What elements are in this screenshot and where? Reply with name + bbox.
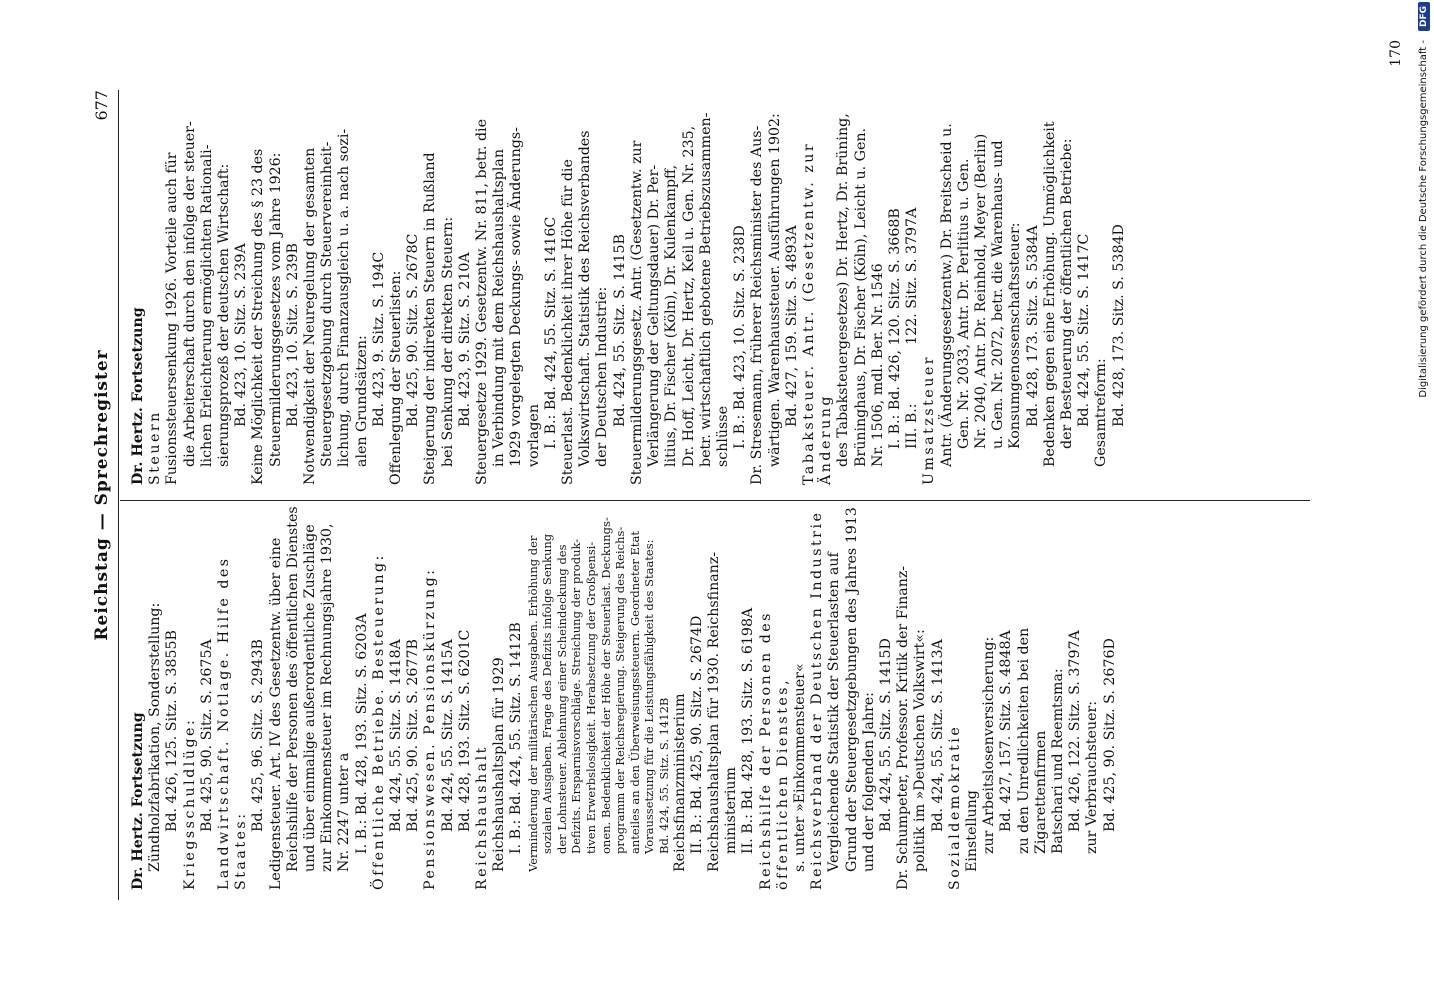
- index-line: des Tabaksteuergesetzes) Dr. Hertz, Dr. Brüning,: [835, 113, 852, 467]
- index-line: bei Senkung der direkten Steuern:: [439, 216, 456, 467]
- index-line: programm der Reichsregierung. Steigerung des Reichs-: [613, 526, 628, 854]
- index-line: lichung, durch Finanzausgleich u. a. nach sozi-: [336, 128, 353, 467]
- index-line: ministerium: [723, 767, 740, 854]
- index-line: Grund der Steuergesetzgebungen des Jahres 1913: [843, 507, 860, 872]
- index-line: II. B.: Bd. 428, 193. Sitz. S. 6198A: [740, 607, 757, 854]
- index-line: Bd. 425, 90. Sitz. S. 2676D: [1101, 638, 1118, 832]
- index-line: zur Verbrauchsteuer:: [1084, 700, 1101, 854]
- index-line: der Lohnsteuer. Ablehnung einer Scheindeckung des: [554, 544, 569, 854]
- index-line: Öffentliche Betriebe. Besteuerung:: [370, 553, 387, 890]
- index-line: Bd. 424, 55. Sitz. S. 1412B: [657, 697, 672, 854]
- index-line: Reichshilfe der Personen des öffentlichen Dienstes: [284, 506, 301, 872]
- index-line: III. B.: 122. Sitz. S. 3797A: [904, 207, 921, 449]
- index-line: die Arbeiterschaft durch den infolge der steuer-: [181, 121, 198, 467]
- left-column: [130, 505, 1119, 890]
- index-line: Reichshaushaltsplan für 1929: [491, 657, 508, 872]
- index-line: I. B.: Bd. 424, 55. Sitz. S. 1412B: [508, 622, 525, 854]
- index-line: zur Einkommensteuer im Rechnungsjahre 1930,: [319, 523, 336, 872]
- index-line: Steuermilderungsgesetz. Antr. (Gesetzentw. zur: [628, 140, 645, 485]
- page-number: 677: [92, 90, 111, 121]
- index-line: Bd. 424, 55. Sitz. S. 1415A: [439, 639, 456, 832]
- index-line: Antr. (Änderungsgesetzentw.) Dr. Breitscheid u.: [938, 123, 955, 467]
- index-line: Steuern: [147, 410, 164, 485]
- index-line: Steigerung der indirekten Steuern in Rußland: [422, 152, 439, 485]
- index-line: Bd. 427, 157. Sitz. S. 4848A: [998, 630, 1015, 832]
- index-line: alen Grundsätzen:: [353, 335, 370, 467]
- index-line: s. unter »Einkommensteuer«: [792, 663, 809, 872]
- index-line: Steuergesetzgebung durch Steuervereinheit-: [319, 141, 336, 467]
- index-line: betr. wirtschaftlich gebotene Betriebszusammen-: [697, 112, 714, 467]
- index-line: Offenlegung der Steuerlisten:: [388, 270, 405, 485]
- index-line: Reichshilfe der Personen des öffentlichen Dienstes,: [757, 604, 791, 890]
- index-line: politik im »Deutschen Volkswirt«:: [912, 629, 929, 872]
- index-line: zu den Unredlichkeiten bei den Zigarettenfirmen: [1015, 623, 1049, 854]
- index-line: I. B.: Bd. 428, 193. Sitz. S. 6203A: [353, 613, 370, 854]
- index-line: Umsatzsteuer: [921, 354, 938, 485]
- index-line: Bd. 426, 122. Sitz. S. 3797A: [1067, 630, 1084, 832]
- index-line: zur Arbeitslosenversicherung:: [981, 636, 998, 854]
- index-line: Defizits. Ersparnisvorschläge. Streichung der produk-: [569, 538, 584, 854]
- index-line: wärtigen. Warenhaussteuer. Ausführungen 1902:: [766, 113, 783, 467]
- index-line: Bd. 424, 55. Sitz. S. 1415D: [878, 638, 895, 832]
- index-line: und der folgenden Jahre:: [860, 692, 877, 872]
- index-line: Dr. Hoff, Leicht, Dr. Hertz, Keil u. Gen. Nr. 235,: [680, 125, 697, 467]
- index-line: Verminderung der militärischen Ausgaben. Erhöhung der: [525, 535, 540, 872]
- index-line: Dr. Stresemann, früherer Reichsminister des Aus-: [749, 125, 766, 485]
- index-line: Bd. 424, 55. Sitz. S. 1418A: [388, 639, 405, 832]
- index-line: der Besteuerung der öffentlichen Betriebe:: [1058, 138, 1075, 449]
- index-line: Dr. Hertz. Fortsetzung: [130, 712, 146, 890]
- index-line: Steuermilderungsgesetzes vom Jahre 1926:: [267, 152, 284, 467]
- index-line: Steuerlast. Bedenklichkeit ihrer Höhe für die: [560, 159, 577, 485]
- index-line: Volkswirtschaft. Statistik des Reichsverbandes: [577, 130, 594, 467]
- digitization-footer: [1418, 0, 1434, 1000]
- index-line: Ledigensteuer. Art. IV des Gesetzentw. über eine: [267, 537, 284, 890]
- index-line: Reichsfinanzministerium: [671, 693, 688, 872]
- index-line: 1929 vorgelegten Deckungs- sowie Änderungs-: [508, 127, 525, 467]
- index-line: Voraussetzung für die Leistungsfähigkeit des Staates:: [642, 539, 657, 854]
- index-line: Dr. Hertz. Fortsetzung: [130, 307, 146, 485]
- index-line: Keine Möglichkeit der Streichung des § 23 des: [250, 148, 267, 485]
- index-line: u. Gen. Nr. 2072, betr. die Warenhaus- und: [990, 140, 1007, 449]
- index-line: Bd. 425, 96. Sitz. S. 2943B: [250, 639, 267, 832]
- index-line: Nr. 2040, Antr. Dr. Reinhold, Meyer (Berlin): [972, 133, 989, 449]
- index-line: Bd. 424, 55. Sitz. S. 1413A: [929, 639, 946, 832]
- index-line: Konsumgenossenschaftssteuer:: [1007, 222, 1024, 449]
- index-line: in Verbindung mit dem Reichshaushaltsplan: [491, 149, 508, 467]
- index-line: Bd. 423, 10. Sitz. S. 239A: [233, 243, 250, 427]
- index-line: I. B.: Bd. 424, 55. Sitz. S. 1416C: [542, 216, 559, 449]
- index-line: litius, Dr. Fischer (Köln), Dr. Kulenkampff,: [663, 164, 680, 467]
- index-line: Bd. 424, 55. Sitz. S. 1417C: [1076, 233, 1093, 427]
- index-line: Bedenken gegen eine Erhöhung. Unmöglichkeit: [1041, 121, 1058, 467]
- index-line: sozialen Ausgaben. Frage des Defizits infolge Senkung: [540, 533, 555, 854]
- index-line: Tabaksteuer. Antr. (Gesetzentw. zur Änderung: [800, 134, 835, 485]
- index-line: Landwirtschaft. Notlage. Hilfe des Staates:: [216, 549, 250, 890]
- index-line: Kriegsschuldlüge:: [181, 717, 198, 890]
- page-header: [92, 90, 119, 900]
- index-line: Bd. 423, 9. Sitz. S. 210A: [456, 252, 473, 427]
- index-line: Bd. 428, 193. Sitz. S. 6201C: [456, 629, 473, 832]
- index-line: Notwendigkeit der Neuregelung der gesamten: [302, 147, 319, 485]
- signature-mark: 170: [1388, 40, 1404, 67]
- index-line: Verlängerung der Geltungsdauer) Dr. Per-: [646, 164, 663, 467]
- index-line: Brüninghaus, Dr. Fischer (Köln), Leicht u. Gen.: [852, 127, 869, 467]
- index-line: Bd. 428, 173. Sitz. S. 5384A: [1024, 225, 1041, 427]
- index-line: Vergleichende Statistik der Steuerlasten auf: [826, 552, 843, 872]
- index-line: onen. Bedenklichkeit der Höhe der Steuerlast. Deckungs-: [598, 517, 613, 854]
- index-line: Pensionswesen. Pensionskürzung:: [422, 567, 439, 890]
- index-line: tiven Erwerbslosigkeit. Herabsetzung der Großpensi-: [584, 541, 599, 854]
- index-line: Bd. 423, 10. Sitz. S. 239B: [284, 243, 301, 427]
- running-title: Reichstag — Sprechregister: [92, 349, 112, 641]
- index-line: Gesamtreform:: [1093, 358, 1110, 467]
- index-line: Bd. 425, 90. Sitz. S. 2678C: [405, 233, 422, 427]
- index-line: Bd. 428, 173. Sitz. S. 5384D: [1110, 224, 1127, 427]
- index-line: Zündholzfabrikation, Sonderstellung:: [147, 602, 164, 872]
- index-line: Gen. Nr. 2033, Antr. Dr. Perlitius u. Gen.: [955, 158, 972, 449]
- index-line: Nr. 1506, mdl. Ber. Nr. 1546: [869, 263, 886, 467]
- dfg-logo: DFG: [1418, 2, 1430, 31]
- index-line: Fusionssteuersenkung 1926. Vorteile auch für: [164, 152, 181, 485]
- right-column: [130, 100, 1128, 485]
- index-line: anteiles an den Überweisungssteuern. Geordneter Etat: [627, 530, 642, 854]
- index-line: Reichsverband der Deutschen Industrie: [809, 510, 826, 890]
- index-line: Sozialdemokratie: [946, 724, 963, 890]
- index-line: schlüsse: [714, 406, 731, 467]
- index-line: Bd. 424, 55. Sitz. S. 1415B: [611, 234, 628, 427]
- index-line: Reichshaushalt: [474, 745, 491, 890]
- index-line: Nr. 2247 unter a: [336, 752, 353, 872]
- index-line: I. B.: Bd. 423, 10. Sitz. S. 238D: [732, 225, 749, 449]
- index-line: II. B.: Bd. 425, 90. Sitz. S. 2674D: [688, 615, 705, 854]
- digitization-note: Digitalisierung gefördert durch die Deutsche Forschungsgemeinschaft -: [1418, 40, 1429, 398]
- index-line: Batschari und Reemtsma:: [1050, 668, 1067, 854]
- index-line: der Deutschen Industrie:: [594, 286, 611, 467]
- index-line: vorlagen: [525, 404, 542, 467]
- column-divider: [120, 500, 1310, 501]
- index-line: Bd. 425, 90. Sitz. S. 2675A: [198, 639, 215, 832]
- index-line: Bd. 423, 9. Sitz. S. 194C: [370, 251, 387, 427]
- index-line: Bd. 427, 159. Sitz. S. 4893A: [783, 225, 800, 427]
- index-line: sierungsprozeß der deutschen Wirtschaft:: [216, 163, 233, 467]
- index-line: lichen Erleichterung ermöglichten Rationali-: [198, 144, 215, 467]
- index-line: Bd. 426, 125. Sitz. S. 3855B: [164, 630, 181, 832]
- index-line: Bd. 425, 90. Sitz. S. 2677B: [405, 639, 422, 832]
- index-line: Reichshaushaltsplan für 1930. Reichsfinanz-: [706, 551, 723, 872]
- index-line: und über einmalige außerordentliche Zuschläge: [302, 524, 319, 872]
- index-line: Steuergesetze 1929. Gesetzentw. Nr. 811, betr. die: [474, 119, 491, 485]
- index-line: Einstellung: [964, 790, 981, 872]
- index-line: Dr. Schumpeter, Professor. Kritik der Finanz-: [895, 565, 912, 890]
- index-line: I. B.: Bd. 426, 120. Sitz. S. 3668B: [886, 208, 903, 449]
